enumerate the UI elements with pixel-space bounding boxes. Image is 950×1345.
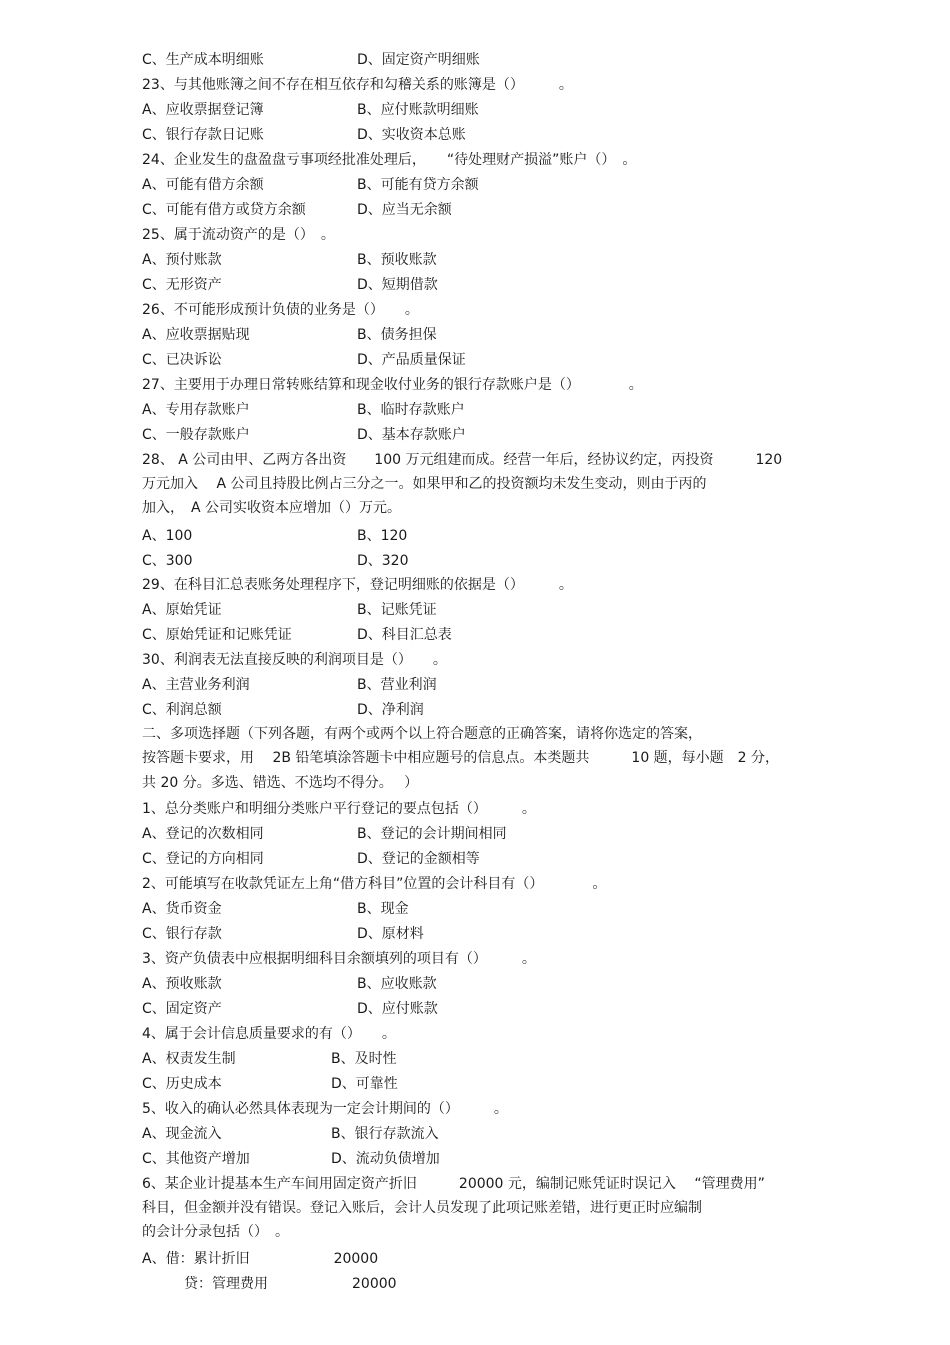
- option-text: B、营业利润: [357, 677, 437, 693]
- option-text: B、可能有贷方余额: [357, 177, 479, 193]
- question-text: 加入， A 公司实收资本应增加（）万元。: [142, 500, 402, 516]
- option-text: C、无形资产: [142, 277, 222, 293]
- question-text: 24、企业发生的盘盈盘亏事项经批准处理后， “待处理财产损溢”账户（） 。: [142, 152, 637, 168]
- option-text: B、预收账款: [357, 252, 437, 268]
- question-text: 5、收入的确认必然具体表现为一定会计期间的（） 。: [142, 1101, 508, 1117]
- question-text: 30、利润表无法直接反映的利润项目是（） 。: [142, 652, 447, 668]
- option-text: D、科目汇总表: [357, 627, 452, 643]
- section-instructions: 共 20 分。多选、错选、不选均不得分。 ）: [142, 775, 419, 791]
- option-text: A、现金流入: [142, 1126, 222, 1142]
- option-text: C、原始凭证和记账凭证: [142, 627, 292, 643]
- option-text: A、应收票据登记簿: [142, 102, 264, 118]
- question-text: 1、总分类账户和明细分类账户平行登记的要点包括（） 。: [142, 801, 536, 817]
- option-text: B、120: [357, 528, 408, 544]
- option-text: C、可能有借方或贷方余额: [142, 202, 306, 218]
- section-instructions: 按答题卡要求，用 2B 铅笔填涂答题卡中相应题号的信息点。本类题共 10 题，每小题 2 分，: [142, 750, 780, 766]
- option-text: D、短期借款: [357, 277, 438, 293]
- journal-entry-credit: 贷：管理费用 20000: [142, 1276, 397, 1292]
- option-text: C、银行存款: [142, 926, 222, 942]
- option-text: C、利润总额: [142, 702, 222, 718]
- option-text: A、原始凭证: [142, 602, 222, 618]
- question-text: 4、属于会计信息质量要求的有（） 。: [142, 1026, 396, 1042]
- option-text: C、已决诉讼: [142, 352, 222, 368]
- option-text: A、登记的次数相同: [142, 826, 264, 842]
- option-text: C、银行存款日记账: [142, 127, 264, 143]
- option-text: A、权责发生制: [142, 1051, 236, 1067]
- option-text: B、现金: [357, 901, 409, 917]
- option-text: B、临时存款账户: [357, 402, 465, 418]
- option-text: D、应当无余额: [357, 202, 452, 218]
- question-text: 28、 A 公司由甲、乙两方各出资 100 万元组建而成。经营一年后，经协议约定，丙投资 120: [142, 452, 783, 468]
- question-text: 万元加入 A 公司且持股比例占三分之一。如果甲和乙的投资额均未发生变动，则由于丙的: [142, 476, 707, 492]
- option-text: D、320: [357, 553, 409, 569]
- option-text: D、登记的金额相等: [357, 851, 480, 867]
- question-text: 26、不可能形成预计负债的业务是（） 。: [142, 302, 419, 318]
- option-text: D、实收资本总账: [357, 127, 466, 143]
- question-text: 29、在科目汇总表账务处理程序下，登记明细账的依据是（） 。: [142, 577, 573, 593]
- option-text: A、预付账款: [142, 252, 222, 268]
- option-text: B、记账凭证: [357, 602, 437, 618]
- option-text: D、净利润: [357, 702, 424, 718]
- option-text: C、一般存款账户: [142, 427, 250, 443]
- option-text: D、产品质量保证: [357, 352, 466, 368]
- option-text: C、历史成本: [142, 1076, 222, 1092]
- option-text: A、可能有借方余额: [142, 177, 264, 193]
- option-text: B、债务担保: [357, 327, 437, 343]
- section-heading: 二、多项选择题（下列各题，有两个或两个以上符合题意的正确答案，请将你选定的答案，: [142, 726, 702, 742]
- option-text: A、预收账款: [142, 976, 222, 992]
- option-text: A、专用存款账户: [142, 402, 250, 418]
- question-text: 的会计分录包括（） 。: [142, 1224, 289, 1240]
- question-text: 科目，但金额并没有错误。登记入账后，会计人员发现了此项记账差错，进行更正时应编制: [142, 1200, 702, 1216]
- option-text: C、300: [142, 553, 193, 569]
- option-text: B、应收账款: [357, 976, 437, 992]
- option-text: A、货币资金: [142, 901, 222, 917]
- question-text: 2、可能填写在收款凭证左上角“借方科目”位置的会计科目有（） 。: [142, 876, 607, 892]
- question-text: 6、某企业计提基本生产车间用固定资产折旧 20000 元，编制记账凭证时误记入 “管理费用”: [142, 1176, 765, 1192]
- option-text: A、主营业务利润: [142, 677, 250, 693]
- option-text: D、原材料: [357, 926, 424, 942]
- option-text: B、应付账款明细账: [357, 102, 479, 118]
- question-text: 23、与其他账簿之间不存在相互依存和勾稽关系的账簿是（） 。: [142, 77, 573, 93]
- question-text: 25、属于流动资产的是（） 。: [142, 227, 335, 243]
- option-text: D、流动负债增加: [331, 1151, 440, 1167]
- option-text: C、生产成本明细账: [142, 52, 264, 68]
- option-text: D、应付账款: [357, 1001, 438, 1017]
- option-text: C、其他资产增加: [142, 1151, 250, 1167]
- option-text: A、应收票据贴现: [142, 327, 250, 343]
- option-text: D、基本存款账户: [357, 427, 466, 443]
- option-text: B、及时性: [331, 1051, 397, 1067]
- option-text: B、登记的会计期间相同: [357, 826, 507, 842]
- question-text: 27、主要用于办理日常转账结算和现金收付业务的银行存款账户是（） 。: [142, 377, 643, 393]
- question-text: 3、资产负债表中应根据明细科目余额填列的项目有（） 。: [142, 951, 536, 967]
- option-text: A、100: [142, 528, 193, 544]
- option-text: C、登记的方向相同: [142, 851, 264, 867]
- journal-entry-debit: A、借：累计折旧 20000: [142, 1251, 379, 1267]
- option-text: C、固定资产: [142, 1001, 222, 1017]
- option-text: D、可靠性: [331, 1076, 398, 1092]
- option-text: B、银行存款流入: [331, 1126, 439, 1142]
- option-text: D、固定资产明细账: [357, 52, 480, 68]
